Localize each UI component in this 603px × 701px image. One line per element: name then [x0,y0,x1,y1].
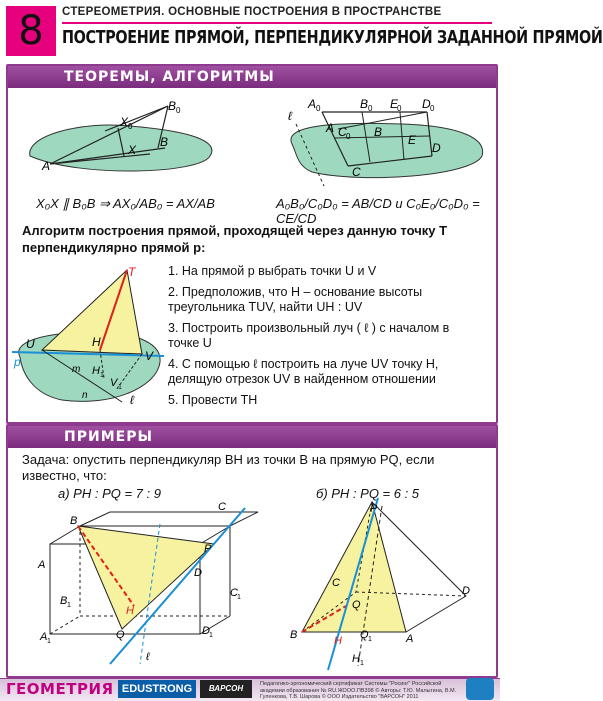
algorithm-steps [168,264,484,408]
svg-text:B: B [60,595,68,607]
case-b-label: б) PH : PQ = 6 : 5 [316,486,420,501]
algorithm-diagram [12,262,167,412]
svg-text:H: H [92,365,100,377]
svg-text:B: B [360,97,369,111]
svg-text:D: D [194,567,202,579]
svg-text:V: V [110,377,118,389]
svg-text:B: B [70,515,78,527]
svg-text:C: C [332,577,340,589]
svg-text:D: D [462,585,470,597]
svg-text:D: D [202,625,210,637]
svg-text:A: A [406,633,414,645]
svg-text:H: H [126,605,134,617]
examples-section-title: ПРИМЕРЫ [8,426,496,448]
svg-text:n: n [82,390,88,401]
svg-text:C: C [352,165,361,179]
svg-text:0: 0 [368,104,373,113]
algorithm-step: 2. Предположив, что H – основание высоты треугольника TUV, найти UH : UV [168,284,423,314]
svg-text:p: p [14,355,21,369]
svg-text:X: X [120,115,129,129]
svg-text:Q: Q [116,629,125,641]
svg-text:1: 1 [118,384,122,391]
case-a-label: а) PH : PQ = 7 : 9 [58,486,161,501]
svg-text:1: 1 [368,636,372,643]
footer-subject: ГЕОМЕТРИЯ [6,680,114,698]
svg-text:1: 1 [237,594,241,601]
svg-text:B: B [290,629,298,641]
svg-text:Q: Q [352,599,361,611]
svg-text:P: P [204,543,212,555]
svg-text:V: V [145,349,154,363]
svg-text:0: 0 [176,106,181,115]
header-divider [62,22,492,24]
svg-text:A: A [38,559,46,571]
svg-text:1: 1 [209,632,213,639]
algorithm-step: 4. С помощью ℓ построить на луче UV точку H, делящую отрезок UV в найденном отношении [168,356,439,386]
algorithm-title: Алгоритм построения прямой, проходящей через данную точку T перпендикулярно прямой p: [22,223,448,255]
svg-text:1: 1 [360,660,364,667]
svg-text:H: H [92,335,101,349]
svg-text:ℓ: ℓ [288,109,292,123]
publisher-logo: ВАРСОН [200,680,252,698]
theorem-diagram-1 [20,96,220,184]
svg-text:H: H [334,635,342,647]
svg-text:E: E [408,133,417,147]
svg-text:D: D [432,141,441,155]
theorems-section-title: ТЕОРЕМЫ, АЛГОРИТМЫ [8,66,496,88]
svg-text:ℓ: ℓ [130,393,134,407]
svg-text:ℓ: ℓ [146,651,150,663]
svg-text:A: A [42,159,51,173]
task-text: Задача: опустить перпендикуляр BH из точки B на прямую PQ, если известно, что: [22,452,435,483]
example-a-diagram [30,501,260,674]
formula-right: A₀B₀/C₀D₀ = AB/CD и C₀E₀/C₀D₀ = CE/CD [276,196,480,226]
svg-text:A: A [326,121,335,135]
svg-text:H: H [352,653,360,665]
svg-text:1: 1 [100,372,104,379]
svg-text:0: 0 [430,104,435,113]
svg-text:C: C [230,587,238,599]
page-title: ПОСТРОЕНИЕ ПРЯМОЙ, ПЕРПЕНДИКУЛЯРНОЙ ЗАДАННОЙ ПРЯМОЙ [62,28,603,48]
svg-text:D: D [422,97,431,111]
svg-text:T: T [128,265,136,279]
svg-text:0: 0 [316,104,321,113]
svg-text:1: 1 [67,602,71,609]
svg-text:C: C [338,125,347,139]
svg-text:C: C [218,501,226,513]
corner-logo-icon [466,678,494,700]
svg-text:P: P [370,503,378,515]
svg-text:X: X [128,143,137,157]
example-b-diagram [286,496,486,672]
svg-text:A: A [308,97,317,111]
topic-heading: СТЕРЕОМЕТРИЯ. ОСНОВНЫЕ ПОСТРОЕНИЯ В ПРОСТРАНСТВЕ [62,6,442,18]
svg-text:U: U [26,337,35,351]
svg-text:m: m [72,364,81,375]
sheet-number-badge: 8 [6,6,56,56]
algorithm-step: 1. На прямой p выбрать точки U и V [168,264,377,278]
algorithm-step: 5. Провести TH [168,392,258,407]
svg-text:0: 0 [397,104,402,113]
formula-left: X₀X ∥ B₀B ⇒ AX₀/AB₀ = AX/AB [36,196,215,211]
svg-text:B: B [160,135,169,149]
svg-text:Q: Q [360,629,369,641]
svg-text:B: B [168,99,177,113]
edustrong-logo: EDUSTRONG [118,680,196,698]
svg-text:A: A [40,631,48,643]
theorem-diagram-2 [282,94,492,189]
svg-text:0: 0 [128,122,133,131]
algorithm-step: 3. Построить произвольный луч ( ℓ ) с началом в точке U [168,320,450,350]
svg-text:1: 1 [47,638,51,645]
svg-text:B: B [374,125,383,139]
svg-text:0: 0 [346,132,351,141]
footer-credits: Педагогико-эргономический сертификат Системы "Росинг" Российской академии образования № RU.ЖООО.ПВ398 © Авторы: Т.Ю. Малыгина, В.М. Гуленкова, Т.В. Шарова © ООО Издательство "ВАРСОН" 2011 [260,681,457,700]
svg-text:E: E [390,97,399,111]
